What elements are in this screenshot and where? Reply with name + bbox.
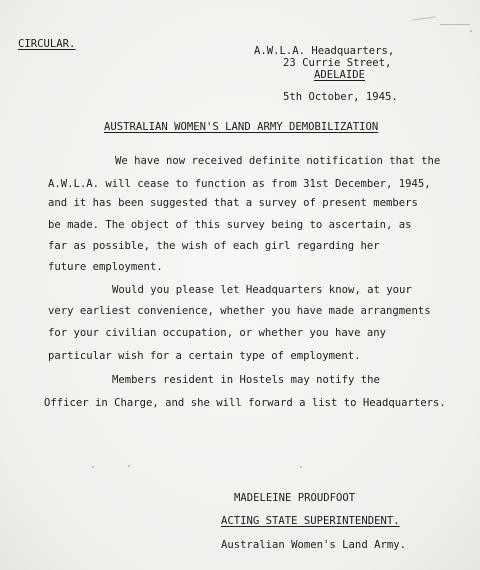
- paper-speck: [470, 30, 472, 32]
- subject-heading: AUSTRALIAN WOMEN'S LAND ARMY DEMOBILIZATION: [104, 121, 379, 133]
- body-line: and it has been suggested that a survey of present members: [48, 197, 418, 209]
- body-line: future employment.: [48, 261, 163, 273]
- body-line: Members resident in Hostels may notify the: [112, 374, 380, 386]
- body-line: Officer in Charge, and she will forward a list to Headquarters.: [44, 397, 446, 409]
- body-line: A.W.L.A. will cease to function as from 31st December, 1945,: [48, 178, 431, 190]
- paper-mark: [412, 16, 436, 20]
- address-line-2: 23 Currie Street,: [283, 57, 392, 69]
- body-line: far as possible, the wish of each girl regarding her: [48, 240, 380, 252]
- body-line: particular wish for a certain type of employment.: [48, 350, 361, 362]
- body-line: Would you please let Headquarters know, at your: [112, 284, 412, 296]
- body-line: We have now received definite notification that the: [115, 155, 441, 167]
- letter-date: 5th October, 1945.: [283, 91, 398, 103]
- paper-mark: [440, 24, 470, 25]
- body-line: be made. The object of this survey being to ascertain, as: [48, 219, 412, 231]
- paper-speck: [92, 466, 94, 468]
- address-line-1: A.W.L.A. Headquarters,: [254, 45, 395, 57]
- address-city: ADELAIDE: [314, 69, 366, 81]
- paper-speck: [300, 466, 302, 468]
- paper-speck: [128, 465, 130, 467]
- body-line: for your civilian occupation, or whether you have any: [48, 327, 387, 339]
- signatory-name: MADELEINE PROUDFOOT: [234, 492, 356, 504]
- signatory-title: ACTING STATE SUPERINTENDENT.: [221, 515, 400, 527]
- body-line: very earliest convenience, whether you have made arrangments: [48, 305, 431, 317]
- circular-label: CIRCULAR.: [18, 38, 76, 50]
- signatory-organization: Australian Women's Land Army.: [221, 539, 406, 551]
